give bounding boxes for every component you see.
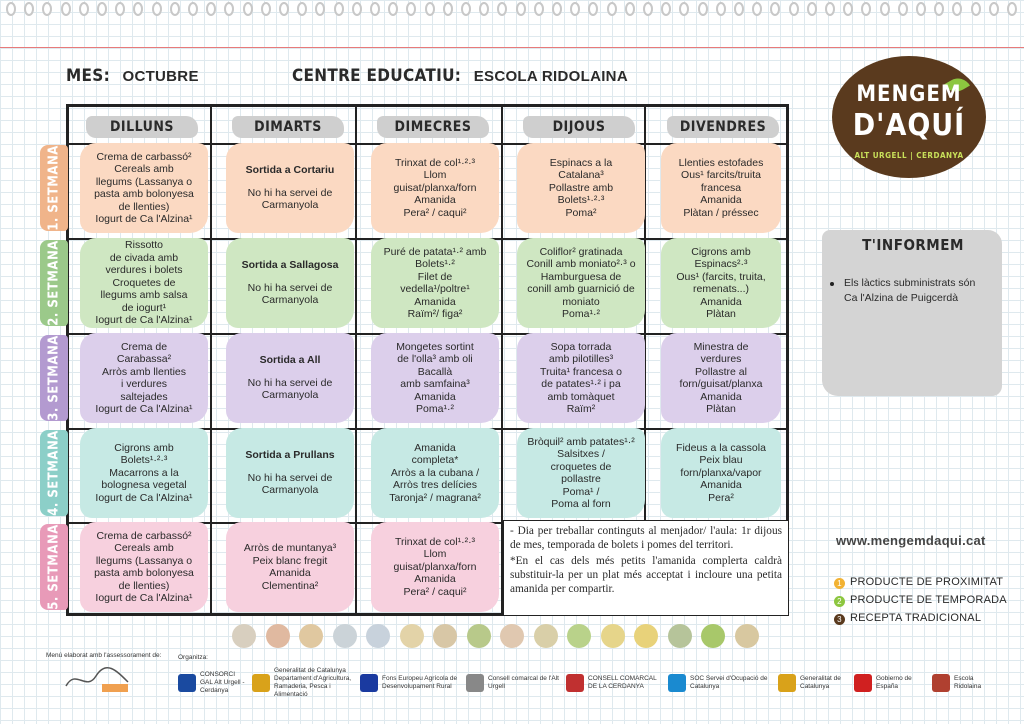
legumes-icon: [500, 624, 524, 648]
dish-line: de llenties): [118, 579, 170, 592]
spiral-ring: [534, 2, 544, 16]
dish-line: completa*: [411, 454, 459, 467]
dish-line: Rissotto: [125, 239, 163, 252]
dish-line: Coliflor² gratinada: [539, 245, 623, 258]
spiral-ring: [698, 2, 708, 16]
spiral-ring: [243, 2, 253, 16]
grid-divider: [355, 107, 357, 613]
dish-line: Carmanyola: [261, 484, 319, 497]
school-label: CENTRE EDUCATIU:: [292, 66, 462, 86]
dish-line: Amanida: [414, 441, 456, 454]
menu-cell: [517, 428, 645, 518]
dish-line: Croquetes de: [112, 276, 176, 289]
dish-line: i verdures: [120, 378, 168, 390]
dish-line: de iogurt¹: [121, 301, 167, 314]
dish-line: Pera² / caqui²: [403, 206, 467, 219]
leaf-icon: [668, 624, 692, 648]
spiral-ring: [133, 2, 143, 16]
menu-cell: [80, 238, 208, 328]
dish-line: Pera²: [708, 491, 734, 504]
note-salad-substitution: *En el cas dels més petits l'amanida complerta caldrà substituir-la per un plat més acceptat i incloure una petita amanida per compartir.: [510, 555, 782, 595]
sponsor-emblem-icon: [932, 674, 950, 692]
spiral-ring: [588, 2, 598, 16]
menu-cell: [226, 428, 354, 518]
dish-line: llegums (Lassanya o: [95, 175, 193, 188]
spiral-ring: [443, 2, 453, 16]
dish-line: Espinacs a la: [549, 156, 613, 169]
dish-line: Cereals amb: [114, 542, 174, 554]
dish-line: Amanida: [269, 567, 311, 579]
dish-line: Bolets¹·²·³: [120, 454, 168, 467]
dish-line: Arròs amb llenties: [101, 365, 187, 378]
dish-line: guisat/planxa/forn: [393, 560, 477, 573]
dish-line: Hamburguesa de: [540, 270, 622, 283]
dish-line: de llenties): [118, 200, 170, 213]
dish-line: Plàtan / préssec: [683, 206, 759, 219]
menu-cell: [517, 238, 645, 328]
dish-line: Bròquil² amb patates¹·²: [527, 435, 635, 448]
spiral-ring: [807, 2, 817, 16]
dish-line: francesa: [700, 181, 742, 194]
bread-icon: [333, 624, 357, 648]
dish-line: conill amb guarnició de: [527, 283, 635, 295]
dish-line: Catalana³: [558, 169, 604, 182]
spiral-ring: [388, 2, 398, 16]
spiral-ring: [880, 2, 890, 16]
menu-advisor-label: Menú elaborat amb l'assessorament de:: [46, 652, 162, 659]
legend-number-icon: 3: [834, 614, 845, 625]
dish-line: Carabassa²: [116, 353, 172, 365]
sponsor-name: Generalitat de Catalunya: [800, 675, 841, 690]
info-title: T'INFORMEM: [862, 236, 964, 254]
day-header-divendres: DIVENDRES: [667, 116, 779, 138]
day-header-dijous: DIJOUS: [523, 116, 635, 138]
spiral-ring: [789, 2, 799, 16]
chicken-icon: [534, 624, 558, 648]
spiral-ring: [315, 2, 325, 16]
dish-line: Llom: [423, 169, 447, 182]
sponsor-logo: [360, 670, 462, 696]
menu-cell: [661, 238, 781, 328]
olive-oil-icon: [467, 624, 491, 648]
spiral-ring: [24, 2, 34, 16]
dish-line: croquetes de: [550, 460, 612, 473]
eco-icon: [701, 624, 725, 648]
dish-line: guisat/planxa/forn: [393, 181, 477, 194]
spiral-ring: [861, 2, 871, 16]
logo-line-1: MENGEM: [856, 82, 962, 107]
dish-line: remenats...): [692, 283, 750, 295]
grid-divider: [210, 107, 212, 613]
can-icon: [366, 624, 390, 648]
spiral-ring: [516, 2, 526, 16]
menu-cell: [80, 428, 208, 518]
spiral-ring: [461, 2, 471, 16]
spiral-ring: [261, 2, 271, 16]
outing-title: Sortida a All: [259, 354, 321, 367]
dish-line: bolognesa vegetal: [101, 479, 187, 492]
spiral-ring: [770, 2, 780, 16]
day-header-dimarts: DIMARTS: [232, 116, 344, 138]
dish-line: Espinacs²·³: [694, 258, 748, 270]
dish-line: No hi ha servei de: [247, 186, 333, 199]
dish-line: Raïm²/ figa²: [407, 308, 463, 320]
logo-line-2: D'AQUÍ: [852, 108, 966, 143]
spiral-ring: [825, 2, 835, 16]
spiral-ring: [115, 2, 125, 16]
spiral-ring: [152, 2, 162, 16]
menu-cell: [661, 428, 781, 518]
spiral-ring: [625, 2, 635, 16]
dish-line: Mongetes sortint: [396, 340, 474, 353]
spiral-ring: [6, 2, 16, 16]
dish-line: verdures i bolets: [105, 264, 183, 277]
dish-line: Macarrons a la: [109, 466, 179, 479]
info-text: Els làctics subministrats són Ca l'Alzina de Puigcerdà: [844, 277, 976, 304]
dish-line: Cereals amb: [114, 163, 174, 175]
spiral-ring: [643, 2, 653, 16]
spiral-ring: [570, 2, 580, 16]
sponsor-name: Escola Ridolaina: [954, 675, 982, 690]
legend-number-icon: 2: [834, 596, 845, 607]
sponsor-logo: [178, 670, 248, 696]
dish-line: Crema de carbassó²: [96, 150, 192, 163]
menu-cell: [226, 333, 354, 423]
dish-line: Llenties estofades: [678, 156, 764, 169]
spiral-ring: [279, 2, 289, 16]
outing-title: Sortida a Cortariu: [245, 164, 335, 177]
legend-item: [834, 576, 1003, 589]
dish-line: verdures: [700, 353, 742, 365]
dish-line: amb pilotilles³: [548, 353, 614, 365]
dish-line: pasta amb bolonyesa: [94, 188, 194, 200]
dish-line: Fideus a la cassola: [676, 441, 766, 454]
dish-line: Iogurt de Ca l'Alzina¹: [95, 592, 193, 604]
dish-line: Ous¹ farcits/truita: [681, 169, 761, 182]
sponsor-emblem-icon: [566, 674, 584, 692]
spiral-ring: [734, 2, 744, 16]
grains-icon: [400, 624, 424, 648]
dish-line: Arròs a la cubana /: [390, 466, 480, 479]
dish-line: Carmanyola: [261, 199, 319, 212]
dish-line: Clementina²: [261, 579, 319, 592]
week-label: 1. SETMANA: [46, 145, 62, 231]
dish-line: Trinxat de col¹·²·³: [394, 156, 476, 169]
month-value: OCTUBRE: [122, 68, 199, 85]
margin-line: [0, 47, 1024, 48]
bullet-icon: [830, 282, 834, 286]
fruit-icon: [601, 624, 625, 648]
dish-line: Pollastre al: [695, 365, 747, 378]
sponsor-logo: [466, 670, 560, 696]
dish-line: Plàtan: [706, 403, 736, 415]
dish-line: Carmanyola: [261, 294, 319, 307]
school-header: [292, 66, 628, 86]
pasta-icon: [634, 624, 658, 648]
month-label: MES:: [66, 66, 111, 86]
dish-line: Trinxat de col¹·²·³: [394, 535, 476, 548]
dish-line: Iogurt de Ca l'Alzina¹: [95, 403, 193, 415]
spiral-ring: [334, 2, 344, 16]
legend-label: PRODUCTE DE PROXIMITAT: [850, 576, 1004, 588]
menu-cell: [226, 143, 354, 233]
spiral-ring: [61, 2, 71, 16]
spiral-ring: [97, 2, 107, 16]
sponsor-name: Fons Europeu Agrícola de Desenvolupament Rural: [382, 675, 458, 690]
spiral-ring: [406, 2, 416, 16]
menu-cell: [80, 143, 208, 233]
dish-line: Crema de carbassó²: [96, 529, 192, 542]
dish-line: Ous¹ (farcits, truita,: [676, 270, 766, 283]
dish-line: Filet de: [417, 270, 453, 283]
dish-line: Amanida: [414, 573, 456, 586]
sponsor-logo: [252, 667, 356, 698]
dish-line: No hi ha servei de: [247, 281, 333, 294]
day-header-dimecres: DIMECRES: [377, 116, 489, 138]
outing-title: Sortida a Sallagosa: [241, 259, 339, 272]
dish-line: amb tomàquet: [547, 390, 615, 403]
menu-cell: [661, 143, 781, 233]
legend-item: [834, 594, 1007, 607]
dish-line: Minestra de: [693, 340, 749, 353]
week-tab-3: [40, 335, 68, 421]
spiral-ring: [552, 2, 562, 16]
spiral-ring: [188, 2, 198, 16]
dish-line: Llom: [423, 548, 447, 561]
day-header-dilluns: DILLUNS: [86, 116, 198, 138]
dish-line: saltejades: [120, 390, 168, 403]
outing-title: Sortida a Prullans: [245, 449, 335, 462]
dish-line: Raïm²: [566, 403, 596, 415]
spiral-ring: [898, 2, 908, 16]
sponsor-emblem-icon: [252, 674, 270, 692]
menu-cell: [371, 143, 499, 233]
sponsor-logo: [932, 670, 1002, 696]
sponsor-name: SOC Servei d'Ocupació de Catalunya: [690, 675, 768, 690]
shellfish-icon: [299, 624, 323, 648]
dish-line: moniato: [562, 295, 600, 308]
dish-line: Plàtan: [706, 308, 736, 320]
dish-line: Sopa torrada: [550, 340, 612, 353]
legend-item: [834, 612, 981, 625]
spiral-ring: [916, 2, 926, 16]
legend-number-icon: 1: [834, 578, 845, 589]
sponsor-emblem-icon: [854, 674, 872, 692]
dish-line: pollastre: [561, 473, 601, 485]
dish-line: Arròs tres delícies: [392, 479, 478, 492]
spiral-ring: [42, 2, 52, 16]
spiral-ring: [352, 2, 362, 16]
spiral-ring: [297, 2, 307, 16]
dish-line: Peix blanc fregit: [252, 554, 328, 567]
dish-line: Crema de: [120, 340, 168, 353]
info-panel: [822, 230, 1002, 396]
dish-line: Amanida: [414, 194, 456, 207]
sponsor-logo: [668, 670, 772, 696]
dish-line: Cigrons amb: [691, 245, 751, 258]
spiral-ring: [989, 2, 999, 16]
sponsor-logo: [566, 670, 662, 696]
sponsor-emblem-icon: [466, 674, 484, 692]
dish-line: Amanida: [700, 194, 742, 207]
dish-line: forn/planxa/vapor: [680, 466, 762, 479]
dish-line: de l'olla³ amb oli: [397, 353, 473, 365]
spiral-ring: [425, 2, 435, 16]
dish-line: vedella¹/poltre¹: [400, 283, 470, 295]
spiral-ring: [170, 2, 180, 16]
week-label: 4. SETMANA: [46, 430, 62, 516]
sponsor-emblem-icon: [668, 674, 686, 692]
menu-cell: [661, 333, 781, 423]
spiral-ring: [206, 2, 216, 16]
dish-line: Pollastre amb: [548, 181, 614, 194]
legend-label: RECEPTA TRADICIONAL: [850, 612, 982, 624]
dish-line: Pera² / caqui²: [403, 585, 467, 598]
sponsor-emblem-icon: [178, 674, 196, 692]
menu-note: [503, 520, 789, 616]
menu-cell: [226, 522, 354, 612]
dish-line: Amanida: [700, 479, 742, 492]
dish-line: Amanida: [700, 390, 742, 403]
dish-line: Taronja² / magrana²: [389, 491, 481, 504]
logo-tagline: ALT URGELL | CERDANYA: [854, 151, 964, 160]
dish-line: Iogurt de Ca l'Alzina¹: [95, 213, 193, 225]
spiral-ring: [752, 2, 762, 16]
week-tab-4: [40, 430, 68, 516]
menu-cell: [517, 333, 645, 423]
dish-line: Bolets¹·²·³: [557, 194, 605, 207]
spiral-ring: [497, 2, 507, 16]
dish-line: Peix blau: [699, 454, 743, 467]
menu-cell: [80, 333, 208, 423]
spiral-ring: [679, 2, 689, 16]
sponsor-emblem-icon: [778, 674, 796, 692]
dish-line: Bacallà: [417, 365, 453, 378]
dish-line: Cigrons amb: [114, 441, 174, 454]
dish-line: Conill amb moniato²·³ o: [526, 258, 636, 270]
dish-line: Poma¹ /: [562, 485, 600, 498]
mengem-daqui-logo: [832, 56, 986, 178]
info-text-block: [830, 276, 990, 306]
week-tab-1: [40, 145, 68, 231]
sponsor-name: Gobierno de España: [876, 675, 912, 690]
spiral-ring: [952, 2, 962, 16]
spiral-ring: [661, 2, 671, 16]
spiral-ring: [716, 2, 726, 16]
week-tab-2: [40, 240, 68, 326]
dish-line: Poma¹·²: [562, 308, 600, 320]
week-label: 3. SETMANA: [46, 335, 62, 421]
spiral-ring: [1007, 2, 1017, 16]
sponsor-name: Consell comarcal de l'Alt Urgell: [488, 675, 559, 690]
dish-line: de patates¹·² i pa: [541, 378, 621, 390]
note-activity-day: - Dia per treballar continguts al menjador/ l'aula: 1r dijous de mes, temporada de bolets i pomes del territori.: [510, 525, 782, 551]
dish-line: Iogurt de Ca l'Alzina¹: [95, 491, 193, 504]
dish-line: Bolets¹·²: [415, 258, 455, 270]
dish-line: Poma al forn: [551, 498, 611, 510]
dish-line: Amanida: [414, 295, 456, 308]
dish-line: Puré de patata¹·² amb: [383, 245, 487, 258]
legend-label: PRODUCTE DE TEMPORADA: [850, 594, 1007, 606]
dish-line: amb samfaina³: [400, 378, 470, 390]
dish-line: Amanida: [414, 390, 456, 403]
dish-line: Amanida: [700, 295, 742, 308]
dish-line: Poma¹·²: [416, 403, 454, 415]
sponsor-logo: [854, 670, 924, 696]
menu-cell: [80, 522, 208, 612]
apple-icon: [567, 624, 591, 648]
dish-line: Carmanyola: [261, 389, 319, 402]
dish-line: de civada amb: [109, 251, 179, 264]
organizer-label: Organitza:: [178, 654, 208, 661]
sponsor-name: Generalitat de Catalunya Departament d'Agricultura, Ramaderia, Pesca i Alimentació: [274, 667, 352, 698]
spiral-ring: [934, 2, 944, 16]
spiral-ring: [479, 2, 489, 16]
dish-line: llegums amb salsa: [100, 289, 188, 302]
menu-cell: [371, 428, 499, 518]
sponsor-name: CONSORCI GAL Alt Urgell - Cerdanya: [200, 671, 245, 694]
dish-line: Salsitxes /: [557, 448, 605, 460]
week-label: 5. SETMANA: [46, 524, 62, 610]
dish-line: Arròs de muntanya³: [243, 542, 337, 554]
sponsor-name: CONSELL COMARCAL DE LA CERDANYA: [588, 675, 657, 690]
spiral-ring: [79, 2, 89, 16]
meat-icon: [266, 624, 290, 648]
menu-cell: [226, 238, 354, 328]
school-value: ESCOLA RIDOLAINA: [473, 68, 628, 85]
spiral-ring: [607, 2, 617, 16]
menu-cell: [371, 238, 499, 328]
advisor-signature-logo: [62, 664, 134, 694]
menu-cell: [371, 333, 499, 423]
dish-line: No hi ha servei de: [247, 376, 333, 389]
week-label: 2. SETMANA: [46, 240, 62, 326]
week-tab-5: [40, 524, 68, 610]
dish-line: forn/guisat/planxa: [679, 378, 763, 390]
sponsor-emblem-icon: [360, 674, 378, 692]
dish-line: pasta amb bolonyesa: [94, 567, 194, 579]
menu-cell: [371, 522, 499, 612]
month-header: [66, 66, 199, 86]
notebook-spiral: [0, 0, 1024, 22]
menu-cell: [517, 143, 645, 233]
honey-icon: [735, 624, 759, 648]
fish-icon: [232, 624, 256, 648]
nuts-icon: [433, 624, 457, 648]
dish-line: Truita¹ francesa o: [540, 365, 622, 378]
spiral-ring: [971, 2, 981, 16]
sponsor-logo: [778, 670, 850, 696]
website-link[interactable]: www.mengemdaqui.cat: [836, 533, 986, 548]
dish-line: Iogurt de Ca l'Alzina¹: [95, 314, 193, 327]
dish-line: Poma²: [565, 206, 597, 219]
spiral-ring: [843, 2, 853, 16]
dish-line: llegums (Lassanya o: [95, 554, 193, 567]
spiral-ring: [370, 2, 380, 16]
spiral-ring: [224, 2, 234, 16]
dish-line: No hi ha servei de: [247, 471, 333, 484]
